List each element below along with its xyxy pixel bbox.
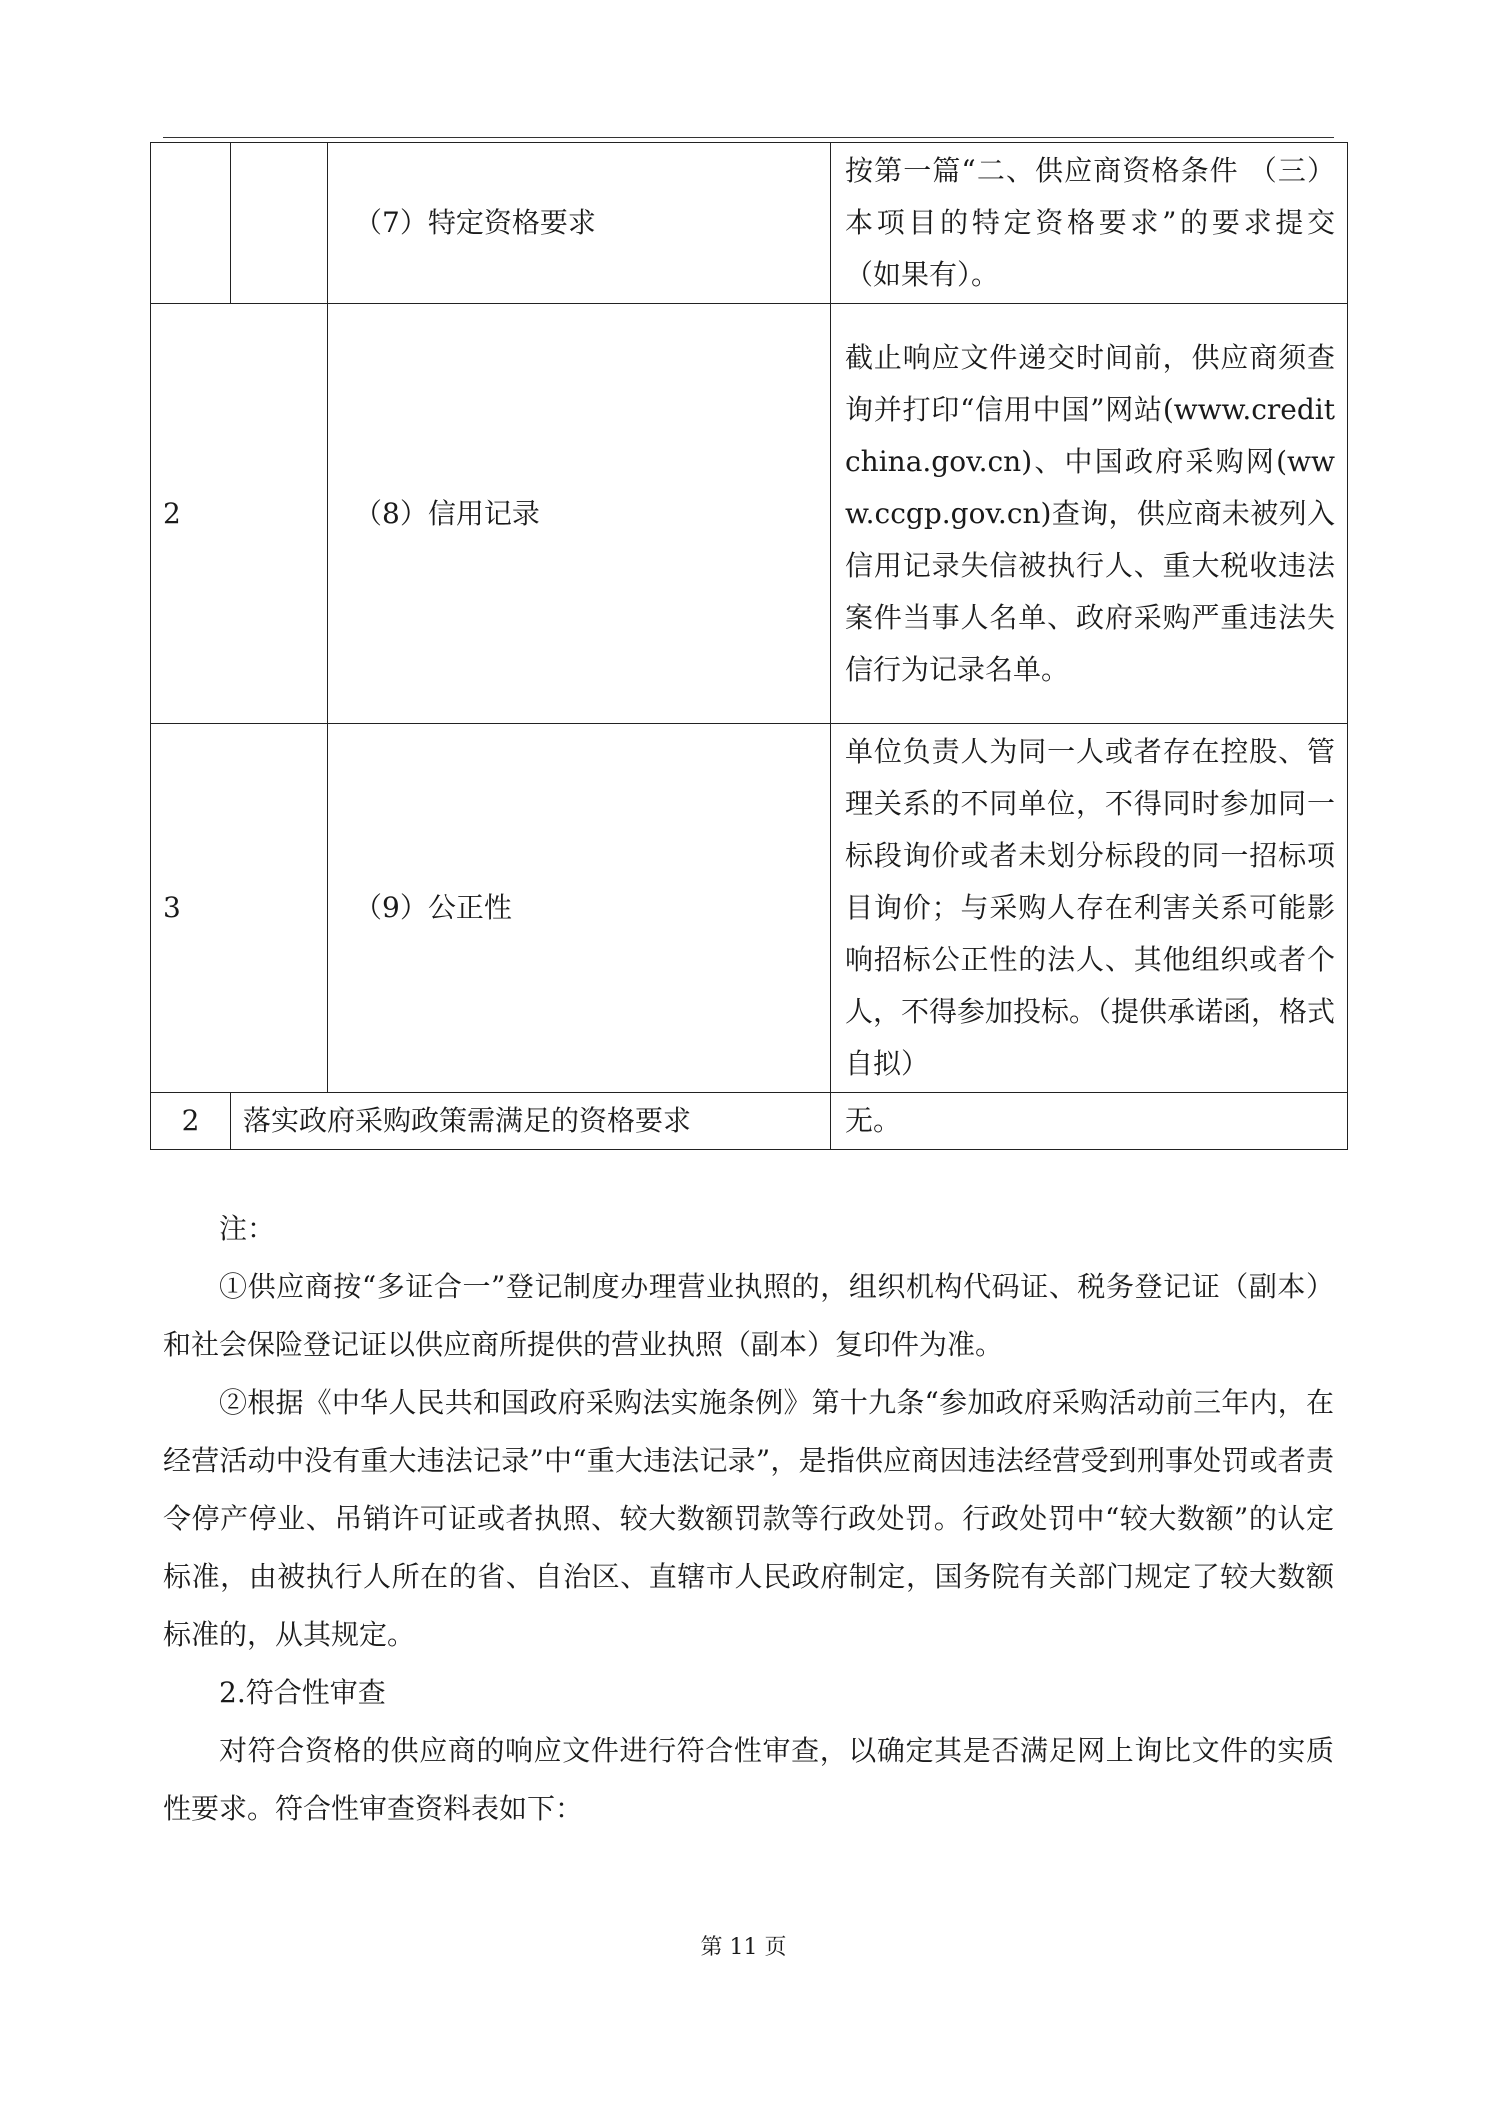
table-row-fairness <box>151 724 1348 1093</box>
item-fairness: （9）公正性 <box>328 724 831 1093</box>
table-row-specific-qualification <box>151 143 1348 304</box>
header-rule <box>163 137 1334 138</box>
note-2: ②根据《中华人民共和国政府采购法实施条例》第十九条“参加政府采购活动前三年内，在经营活动中没有重大违法记录”中“重大违法记录”，是指供应商因违法经营受到刑事处罚或者责令停产停业、吊销许可证或者执照、较大数额罚款等行政处罚。行政处罚中“较大数额”的认定标准，由被执行人所在的省、自治区、直辖市人民政府制定，国务院有关部门规定了较大数额标准的，从其规定。 <box>163 1386 1334 1651</box>
item-credit-record: （8）信用记录 <box>328 304 831 724</box>
row-number: 3 <box>151 724 328 1093</box>
table-cell-empty <box>231 143 328 304</box>
desc-credit-record: 截止响应文件递交时间前，供应商须查询并打印“信用中国”网站(www.creditchina.gov.cn)、中国政府采购网(www.ccgp.gov.cn)查询，供应商未被列入信用记录失信被执行人、重大税收违法案件当事人名单、政府采购严重违法失信行为记录名单。 <box>831 304 1348 724</box>
section-body: 对符合资格的供应商的响应文件进行符合性审查，以确定其是否满足网上询比文件的实质性要求。符合性审查资料表如下： <box>163 1734 1334 1825</box>
table-cell-empty <box>151 143 231 304</box>
table-row-credit-record <box>151 304 1348 724</box>
notes-section <box>163 1200 1334 1838</box>
desc-fairness: 单位负责人为同一人或者存在控股、管理关系的不同单位，不得同时参加同一标段询价或者未划分标段的同一招标项目询价；与采购人存在利害关系可能影响招标公正性的法人、其他组织或者个人，不得参加投标。（提供承诺函，格式自拟） <box>831 724 1348 1093</box>
item-policy-requirement: 落实政府采购政策需满足的资格要求 <box>231 1093 831 1150</box>
qualification-table <box>150 142 1348 1150</box>
desc-specific-qualification: 按第一篇“二、供应商资格条件 （三）本项目的特定资格要求”的要求提交（如果有）。 <box>831 143 1348 304</box>
table-row-policy <box>151 1093 1348 1150</box>
note-1: ①供应商按“多证合一”登记制度办理营业执照的，组织机构代码证、税务登记证（副本）和社会保险登记证以供应商所提供的营业执照（副本）复印件为准。 <box>163 1270 1334 1361</box>
item-specific-qualification: （7）特定资格要求 <box>328 143 831 304</box>
row-number: 2 <box>151 1093 231 1150</box>
section-title: 2.符合性审查 <box>219 1676 386 1709</box>
row-number: 2 <box>151 304 328 724</box>
desc-policy-requirement: 无。 <box>831 1093 1348 1150</box>
notes-label: 注： <box>219 1212 276 1245</box>
page-number: 第 11 页 <box>700 1935 787 1960</box>
